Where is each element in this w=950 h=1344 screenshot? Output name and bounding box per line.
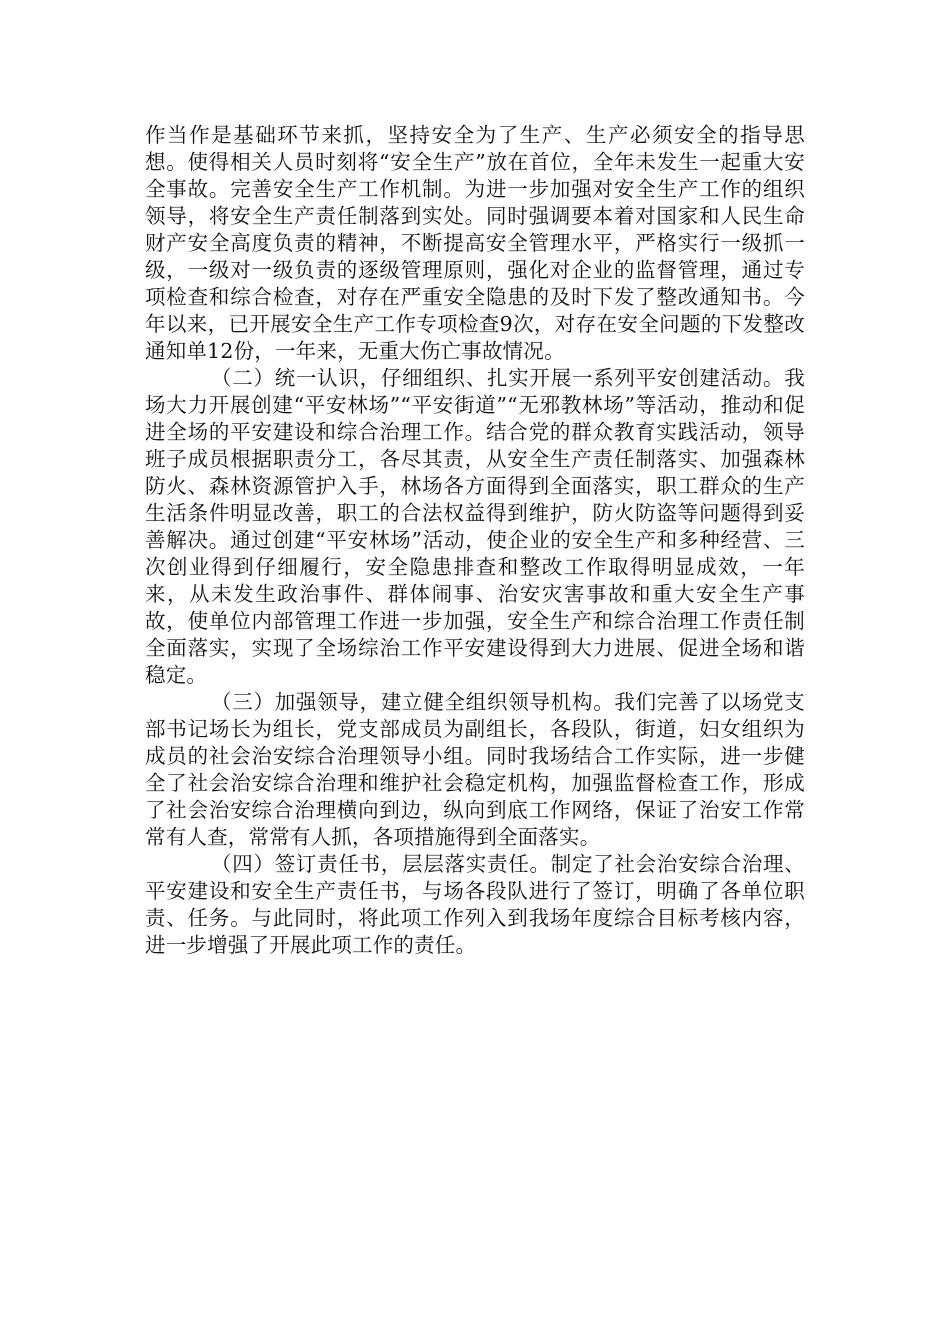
document-body <box>145 122 805 959</box>
paragraph-peace-building: （二）统一认识，仔细组织、扎实开展一系列平安创建活动。我场大力开展创建“平安林场”“平安街道”“无邪教林场”等活动，推动和促进全场的平安建设和综合治理工作。结合党的群众教育实践活动，领导班子成员根据职责分工，各尽其责，从安全生产责任制落实、加强森林防火、森林资源管护入手，林场各方面得到全面落实，职工群众的生产生活条件明显改善，职工的合法权益得到维护，防火防盗等问题得到妥善解决。通过创建“平安林场”活动，使企业的安全生产和多种经营、三次创业得到仔细履行，安全隐患排查和整改工作取得明显成效，一年来，从未发生政治事件、群体闹事、治安灾害事故和重大安全生产事故，使单位内部管理工作进一步加强，安全生产和综合治理工作责任制全面落实，实现了全场综治工作平安建设得到大力进展、促进全场和谐稳定。 <box>145 366 805 687</box>
paragraph-responsibility: （四）签订责任书，层层落实责任。制定了社会治安综合治理、平安建设和安全生产责任书，与场各段队进行了签订，明确了各单位职责、任务。与此同时，将此项工作列入到我场年度综合目标考核内容，进一步增强了开展此项工作的责任。 <box>145 852 805 957</box>
paragraph-safety-production: 作当作是基础环节来抓，坚持安全为了生产、生产必须安全的指导思想。使得相关人员时刻将“安全生产”放在首位，全年未发生一起重大安全事故。完善安全生产工作机制。为进一步加强对安全生产工作的组织领导，将安全生产责任制落到实处。同时强调要本着对国家和人民生命财产安全高度负责的精神，不断提高安全管理水平，严格实行一级抓一级，一级对一级负责的逐级管理原则，强化对企业的监督管理，通过专项检查和综合检查，对存在严重安全隐患的及时下发了整改通知书。今年以来，已开展安全生产工作专项检查9次，对存在安全问题的下发整改通知单12份，一年来，无重大伤亡事故情况。 <box>145 123 805 363</box>
paragraph-leadership: （三）加强领导，建立健全组织领导机构。我们完善了以场党支部书记场长为组长，党支部成员为副组长，各段队，街道，妇女组织为成员的社会治安综合治理领导小组。同时我场结合工作实际，进一步健全了社会治安综合治理和维护社会稳定机构，加强监督检查工作，形成了社会治安综合治理横向到边，纵向到底工作网络，保证了治安工作常常有人查，常常有人抓，各项措施得到全面落实。 <box>145 690 805 849</box>
